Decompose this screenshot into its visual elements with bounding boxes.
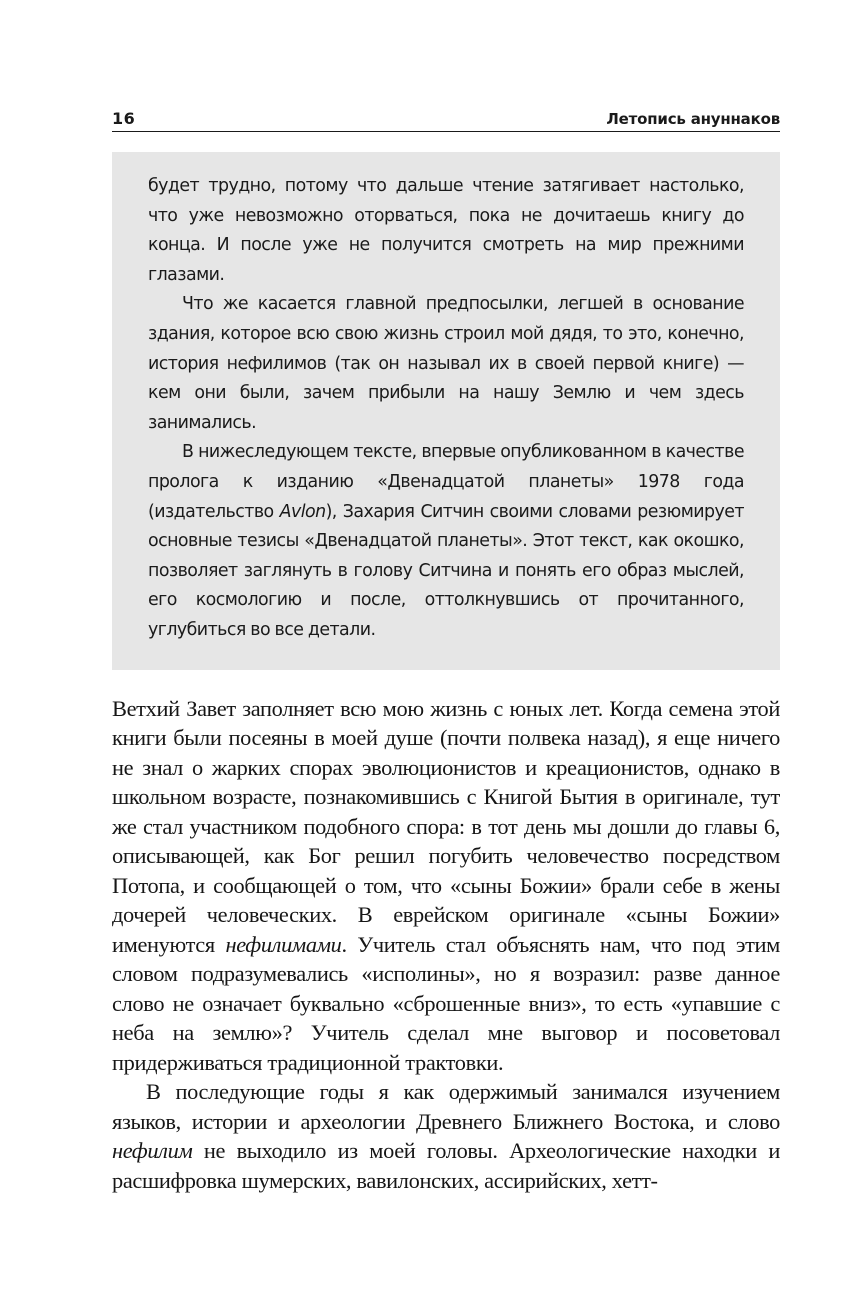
- body-paragraph-2-text-after: не выходило из моей головы. Археологические находки и расшифровка шумерских, вавилонских, ассирийских, хетт-: [112, 1138, 780, 1193]
- main-body-text: [112, 694, 780, 1196]
- insert-paragraph: [148, 172, 744, 290]
- body-paragraph: [112, 1077, 780, 1195]
- shaded-insert-block: [112, 152, 780, 670]
- page-number: 16: [112, 109, 136, 128]
- body-italic-term: нефилим: [112, 1138, 193, 1163]
- insert-publisher-name: Avlon: [279, 501, 326, 522]
- insert-paragraph-2-text: Что же касается главной предпосылки, легшей в основание здания, которое всю свою жизнь строил мой дядя, то это, конечно, история нефилимов (так он называл их в своей первой книге) — кем они были, зачем прибыли на нашу Землю и чем здесь занимались.: [148, 294, 744, 433]
- body-paragraph: [112, 694, 780, 1078]
- insert-paragraph-3-text-after: ), Захария Ситчин своими словами резюмирует основные тезисы «Двенадцатой планеты». Этот текст, как окошко, позволяет заглянуть в голову Ситчина и понять его образ мыслей, его космологию и после, оттолкнувшись от прочитанного, углубиться во все детали.: [148, 501, 744, 640]
- body-italic-term: нефилимами: [225, 931, 342, 957]
- insert-paragraph-3-text-before: В нижеследующем тексте, впервые опубликованном в качестве пролога к изданию «Двенадцатой планеты» 1978 года (издательство: [148, 442, 744, 522]
- insert-paragraph: [148, 438, 744, 645]
- running-title: Летопись ануннаков: [606, 110, 780, 128]
- body-paragraph-2-text-before: В последующие годы я как одержимый занимался изучением языков, истории и археологии Древнего Ближнего Востока, и слово: [112, 1079, 780, 1134]
- body-paragraph-1-text-before: Ветхий Завет заполняет всю мою жизнь с юных лет. Когда семена этой книги были посеяны в моей душе (почти полвека назад), я еще ничего не знал о жарких спорах эволюционистов и креационистов, однако в школьном возрасте, познакомившись с Книгой Бытия в оригинале, тут же стал участником подобного спора: в тот день мы дошли до главы 6, описывающей, как Бог решил погубить человечество посредством Потопа, и сообщающей о том, что «сыны Божии» брали себе в жены дочерей человеческих. В еврейском оригинале «сыны Божии» именуются: [112, 695, 780, 957]
- body-paragraph-1-text-after: . Учитель стал объяснять нам, что под этим словом подразумевались «исполины», но я возразил: разве данное слово не означает буквально «сброшенные вниз», то есть «упавшие с неба на землю»? Учитель сделал мне выговор и посоветовал придерживаться традиционной трактовки.: [112, 931, 780, 1075]
- running-header: [112, 102, 780, 132]
- insert-paragraph: [148, 290, 744, 438]
- book-page: [112, 102, 780, 1195]
- insert-paragraph-1-text: будет трудно, потому что дальше чтение затягивает настолько, что уже невозможно оторваться, пока не дочитаешь книгу до конца. И после уже не получится смотреть на мир прежними глазами.: [148, 176, 744, 285]
